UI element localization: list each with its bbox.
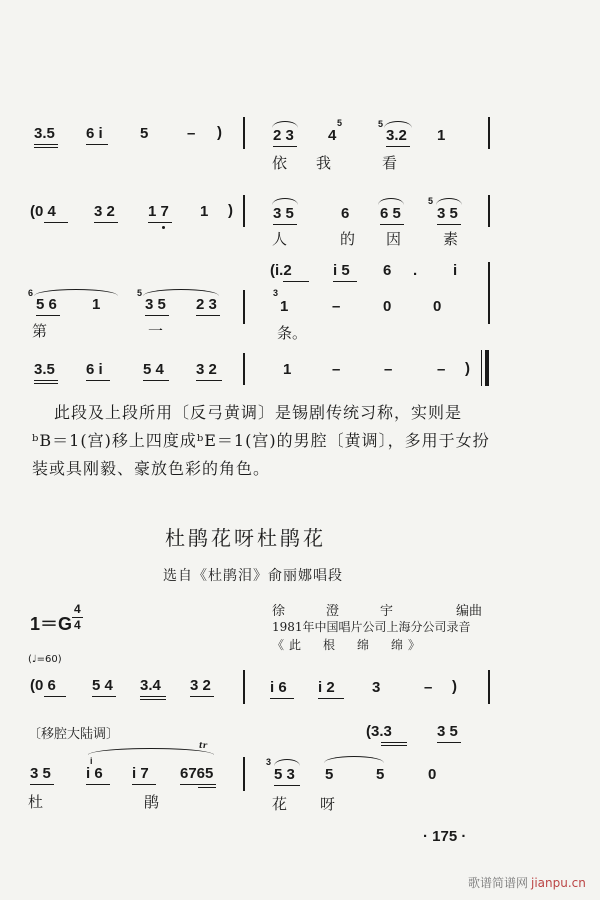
underline xyxy=(437,742,461,743)
underline xyxy=(145,315,169,316)
note: 5 3 xyxy=(274,766,295,783)
note: ) xyxy=(465,360,470,377)
note: (i.2 xyxy=(270,262,292,279)
underline xyxy=(143,380,169,381)
barline xyxy=(243,195,245,227)
underline xyxy=(274,785,300,786)
grace-note: 5 xyxy=(137,288,143,298)
underline xyxy=(132,784,156,785)
note: 0 xyxy=(383,298,392,315)
lyric: 呀 xyxy=(320,795,336,813)
underline xyxy=(386,146,410,147)
underline xyxy=(380,224,404,225)
slur xyxy=(274,759,300,766)
lyric: 人 xyxy=(272,230,288,248)
note: 1 xyxy=(283,361,292,378)
slur xyxy=(143,289,219,296)
note: – xyxy=(332,361,341,378)
lyric: 的 xyxy=(340,230,356,248)
grace-note: 3 xyxy=(266,757,272,767)
note: 6 i xyxy=(86,125,103,142)
lyric: 素 xyxy=(443,230,459,248)
note: i 5 xyxy=(333,262,350,279)
note: 5 xyxy=(376,766,385,783)
source-credit: 《此 根 绵 绵》 xyxy=(272,638,426,652)
tempo-marking: (♩=60) xyxy=(28,654,62,665)
note: 5 xyxy=(325,766,334,783)
note: – xyxy=(187,125,196,142)
underline xyxy=(34,144,58,145)
note: i 6 xyxy=(270,679,287,696)
mode-label: 〔移腔大陆调〕 xyxy=(28,727,120,742)
note: – xyxy=(332,298,341,315)
barline xyxy=(488,670,490,704)
note: 5 xyxy=(140,125,149,142)
note: 4 xyxy=(328,127,337,144)
underline xyxy=(273,224,297,225)
note: 3.5 xyxy=(34,125,55,142)
note: . xyxy=(413,262,418,279)
underline xyxy=(333,281,357,282)
note: – xyxy=(437,361,446,378)
underline xyxy=(381,745,407,746)
song-subtitle: 选自《杜鹃泪》俞丽娜唱段 xyxy=(163,568,343,584)
note: 3 5 xyxy=(145,296,166,313)
lyric: 我 xyxy=(316,154,332,172)
note: (0 4 xyxy=(30,203,56,220)
underline xyxy=(381,742,407,743)
note: 6 xyxy=(341,205,350,222)
note: ) xyxy=(228,202,233,219)
underline xyxy=(30,784,54,785)
note: ) xyxy=(452,678,457,695)
time-sig-top: 4 xyxy=(74,602,81,616)
barline xyxy=(243,670,245,704)
underline xyxy=(34,383,58,384)
lyric: 条。 xyxy=(277,324,308,342)
final-barline-thick xyxy=(485,350,489,386)
underline xyxy=(148,222,172,223)
lyric: 杜 xyxy=(28,793,44,811)
note: 0 xyxy=(433,298,442,315)
paragraph-line: ᵇB＝1(宫)移上四度成ᵇE＝1(宫)的男腔〔黄调〕，多用于女扮 xyxy=(32,431,490,450)
key-label: 1＝G xyxy=(30,614,73,634)
underline xyxy=(318,698,344,699)
barline xyxy=(243,290,245,324)
barline xyxy=(243,757,245,791)
lyric: 依 xyxy=(272,154,288,172)
note: 6 i xyxy=(86,361,103,378)
underline xyxy=(198,787,216,788)
barline xyxy=(243,353,245,385)
note: – xyxy=(384,361,393,378)
slur xyxy=(34,289,118,296)
underline xyxy=(86,380,110,381)
time-sig-bottom: 4 xyxy=(74,618,81,632)
underline xyxy=(44,222,68,223)
note: 6765 xyxy=(180,765,214,782)
arranger-role: 编曲 xyxy=(456,604,483,619)
slur xyxy=(324,756,384,763)
grace-note: i xyxy=(90,756,93,766)
note: 1 xyxy=(92,296,101,313)
recording-credit: 1981年中国唱片公司上海分公司录音 xyxy=(272,620,471,634)
note: 0 xyxy=(428,766,437,783)
note: 3 2 xyxy=(94,203,115,220)
note: 6 5 xyxy=(380,205,401,222)
barline xyxy=(488,262,490,324)
page-number: · 175 · xyxy=(423,828,467,845)
paragraph-line: 装或具刚毅、豪放色彩的角色。 xyxy=(32,459,271,478)
grace-note: 5 xyxy=(378,119,384,129)
underline xyxy=(273,146,297,147)
underline xyxy=(196,380,222,381)
lyric: 因 xyxy=(386,230,402,248)
note: 6 xyxy=(383,262,392,279)
note: 2 3 xyxy=(273,127,294,144)
lyric: 看 xyxy=(382,154,398,172)
low-dot xyxy=(162,226,165,229)
underline xyxy=(92,696,116,697)
note: 3 5 xyxy=(273,205,294,222)
underline xyxy=(94,222,118,223)
underline xyxy=(196,315,220,316)
grace-note: 5 xyxy=(337,118,343,128)
grace-note: 5 xyxy=(428,196,434,206)
grace-note: 6 xyxy=(28,288,34,298)
underline xyxy=(34,380,58,381)
underline xyxy=(44,696,66,697)
underline xyxy=(180,784,216,785)
underline xyxy=(140,699,166,700)
note: i xyxy=(453,262,458,279)
note: – xyxy=(424,679,433,696)
underline xyxy=(140,696,166,697)
slur xyxy=(378,198,404,205)
note: 3 2 xyxy=(190,677,211,694)
note: i 7 xyxy=(132,765,149,782)
underline xyxy=(36,315,60,316)
note: (3.3 xyxy=(366,723,392,740)
note: 5 4 xyxy=(92,677,113,694)
lyric: 花 xyxy=(272,795,288,813)
barline xyxy=(488,195,490,227)
note: 3 2 xyxy=(196,361,217,378)
note: 3 5 xyxy=(437,723,458,740)
lyric: 第 xyxy=(32,322,48,340)
underline xyxy=(270,698,294,699)
note: 3 xyxy=(372,679,381,696)
watermark-url: jianpu.cn xyxy=(531,876,586,890)
note: 3 5 xyxy=(30,765,51,782)
barline xyxy=(488,117,490,149)
note: 3 5 xyxy=(437,205,458,222)
underline xyxy=(86,144,108,145)
note: i 2 xyxy=(318,679,335,696)
underline xyxy=(437,224,461,225)
underline xyxy=(86,784,110,785)
note: 5 6 xyxy=(36,296,57,313)
note: (0 6 xyxy=(30,677,56,694)
final-barline-thin xyxy=(481,350,482,386)
slur xyxy=(88,748,214,755)
note: 3.2 xyxy=(386,127,407,144)
underline xyxy=(190,696,214,697)
underline xyxy=(283,281,309,282)
note: 2 3 xyxy=(196,296,217,313)
note: 1 xyxy=(280,298,289,315)
arranger: 徐 澄 宇 xyxy=(272,604,408,619)
note: 1 7 xyxy=(148,203,169,220)
lyric: 一 xyxy=(148,322,164,340)
note: 3.5 xyxy=(34,361,55,378)
watermark-text: 歌谱简谱网 xyxy=(468,876,529,890)
note: i 6 xyxy=(86,765,103,782)
slur xyxy=(436,198,462,205)
note: 1 xyxy=(200,203,209,220)
note: 5 4 xyxy=(143,361,164,378)
trill-mark: tr xyxy=(199,740,207,750)
note: 3.4 xyxy=(140,677,161,694)
watermark xyxy=(468,874,586,891)
lyric: 鹃 xyxy=(144,793,160,811)
barline xyxy=(243,117,245,149)
note: 1 xyxy=(437,127,446,144)
underline xyxy=(34,147,58,148)
slur xyxy=(272,198,298,205)
note: ) xyxy=(217,124,222,141)
song-title: 杜鹃花呀杜鹃花 xyxy=(165,526,326,550)
grace-note: 3 xyxy=(273,288,279,298)
paragraph-line: 此段及上段所用〔反弓黄调〕是锡剧传统习称，实则是 xyxy=(54,403,463,422)
